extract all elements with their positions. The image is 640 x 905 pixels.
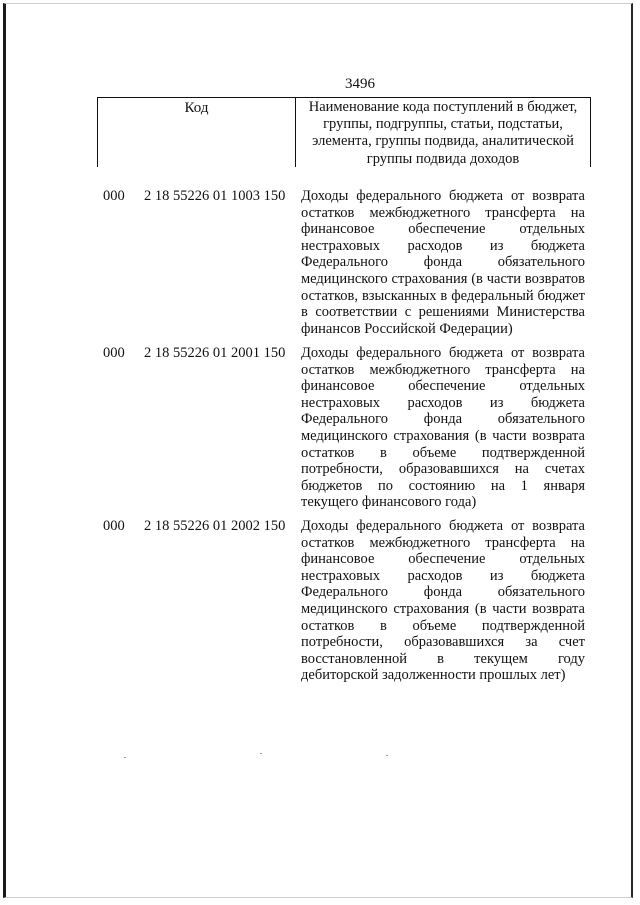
budget-classification-code: 2 18 55226 01 1003 150 [144, 188, 286, 204]
budget-classification-code: 2 18 55226 01 2001 150 [144, 345, 286, 361]
budget-classification-code: 2 18 55226 01 2002 150 [144, 518, 286, 534]
scan-speck [386, 755, 388, 756]
income-code-description: Доходы федерального бюджета от возврата остатков межбюджетного трансферта на финансовое обеспечение отдельных нестраховых расходов из бюджета Федерального фонда обязательного медицинского страхования (в части возврата остатков в объеме подтвержденной потребности, образовавшихся за счет восстановленной в текущем году дебиторской задолженности прошлых лет) [301, 518, 585, 684]
admin-code: 000 [103, 188, 125, 204]
code-column-header: Код [98, 98, 296, 167]
name-column-header: Наименование кода поступлений в бюджет, группы, подгруппы, статьи, подстатьи, элемента, группы подвида, аналитической группы подвида доходов [308, 99, 578, 167]
scan-speck [260, 753, 262, 754]
scan-speck [124, 757, 126, 758]
page-number: 3496 [345, 76, 375, 92]
income-code-description: Доходы федерального бюджета от возврата остатков межбюджетного трансферта на финансовое обеспечение отдельных нестраховых расходов из бюджета Федерального фонда обязательного медицинского страхования (в части возврата остатков в объеме подтвержденной потребности, образовавшихся на счетах бюджетов по состоянию на 1 января текущего финансового года) [301, 345, 585, 511]
admin-code: 000 [103, 518, 125, 534]
admin-code: 000 [103, 345, 125, 361]
table-header [97, 97, 591, 167]
income-code-description: Доходы федерального бюджета от возврата остатков межбюджетного трансферта на финансовое обеспечение отдельных нестраховых расходов из бюджета Федерального фонда обязательного медицинского страхования (в части возвратов остатков, взысканных в федеральный бюджет в соответствии с решениями Министерства финансов Российской Федерации) [301, 188, 585, 337]
